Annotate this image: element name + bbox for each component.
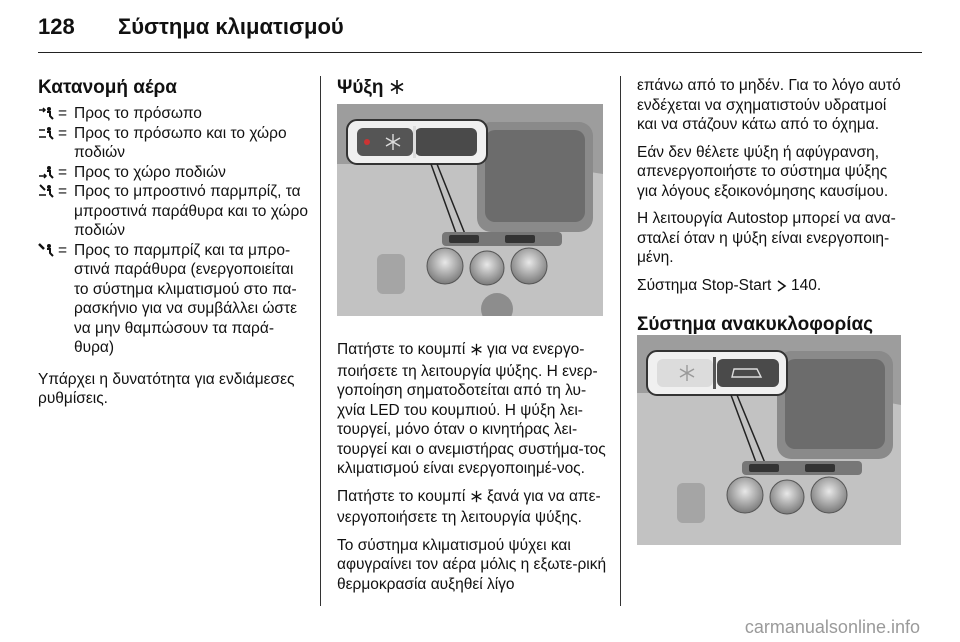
page-title: Σύστημα κλιματισμού — [118, 14, 344, 39]
air-distribution-heading: Κατανομή αέρα — [38, 77, 177, 98]
equals-sign: = — [58, 241, 68, 259]
air-item-label: Προς το παρμπρίζ και τα μπρο-στινά παράθυρα (ενεργοποιείται το σύστημα κλιματισμού στο πα-ρασκήνιο για να συμβάλλει ώστε να μην θαμπώσουν τα παρά-θυρα) — [74, 241, 298, 356]
air-item-face-feet — [38, 124, 310, 163]
air-item-label: Προς το χώρο ποδιών — [74, 163, 226, 181]
cooling-para-3: Το σύστημα κλιματισμού ψύχει και αφυγραίνει τον αέρα μόλις η εξωτε-ρική θερμοκρασία αυξηθεί λίγο — [337, 536, 607, 593]
text-fragment: ξανά για να απε-νεργοποιήσετε τη λειτουργία ψύξης. — [337, 487, 601, 526]
cooling-button-photo — [337, 104, 603, 316]
column-divider — [320, 76, 321, 606]
air-to-face-icon — [38, 104, 58, 122]
air-item-label: Προς το πρόσωπο και το χώρο ποδιών — [74, 124, 287, 161]
arrow-right-icon — [776, 278, 787, 298]
equals-sign: = — [58, 105, 68, 122]
cooling-para-2 — [337, 487, 607, 528]
page-number: 128 — [38, 14, 75, 39]
cooling-para-1 — [337, 340, 607, 479]
cooling-heading — [337, 76, 607, 102]
snowflake-icon — [470, 489, 483, 509]
column-continued — [637, 76, 907, 367]
snowflake-icon — [470, 342, 483, 362]
column-divider — [620, 76, 621, 606]
air-item-windscreen-feet — [38, 182, 310, 241]
page-reference[interactable]: 140. — [790, 276, 822, 294]
recirculation-button-photo — [637, 335, 901, 545]
text-fragment: Πατήστε το κουμπί — [337, 487, 466, 505]
text-fragment: Σύστημα Stop-Start — [637, 276, 772, 294]
equals-sign: = — [58, 163, 68, 181]
air-item-windscreen — [38, 241, 310, 358]
equals-sign: = — [58, 124, 68, 142]
air-item-label: Προς το πρόσωπο — [74, 105, 202, 122]
air-to-face-and-feet-icon — [38, 124, 58, 142]
column-air-distribution — [38, 76, 310, 417]
air-to-feet-icon — [38, 163, 58, 181]
air-item-label: Προς το μπροστινό παρμπρίζ, τα μπροστινά παράθυρα και το χώρο ποδιών — [74, 183, 308, 239]
text-stop-start-ref — [637, 276, 907, 298]
air-item-feet — [38, 163, 310, 183]
recirculation-heading-line1: Σύστημα ανακυκλοφορίας — [637, 314, 874, 335]
equals-sign: = — [58, 183, 68, 200]
watermark: carmanualsonline.info — [744, 617, 920, 637]
text-autostop: Η λειτουργία Autostop μπορεί να ανα-σταλεί όταν η ψύξη είναι ενεργοποιη-μένη. — [637, 210, 896, 266]
intermediate-settings-text: Υπάρχει η δυνατότητα για ενδιάμεσες ρυθμίσεις. — [38, 370, 295, 407]
text-fragment: Πατήστε το κουμπί — [337, 341, 466, 358]
air-to-windscreen-icon — [38, 241, 58, 259]
air-to-windscreen-and-feet-icon — [38, 182, 58, 200]
text-fragment: για να ενεργο-ποιήσετε τη λειτουργία ψύξης. Η ενερ-γοποίηση σηματοδοτείται από τη λυ-χνία LED του κουμπιού. Η ψύξη λει-τουργεί, μόνο όταν ο κινητήρας λει-τουργεί και ο ανεμιστήρας συστήμα-τος κλιματισμού είναι ενεργοποιημέ-νος. — [337, 341, 606, 477]
header-rule — [38, 52, 922, 53]
text-disable-cooling: Εάν δεν θέλετε ψύξη ή αφύγρανση, απενεργοποιήστε το σύστημα ψύξης για λόγους εξοικονόμησης καυσίμου. — [637, 143, 889, 200]
cooling-heading-text: Ψύξη — [337, 77, 384, 98]
snowflake-icon — [389, 78, 405, 102]
air-item-face — [38, 104, 310, 124]
text-condensation: επάνω από το μηδέν. Για το λόγο αυτό ενδέχεται να σχηματιστούν υδρατμοί και να στάζουν κάτω από το όχημα. — [637, 77, 901, 133]
